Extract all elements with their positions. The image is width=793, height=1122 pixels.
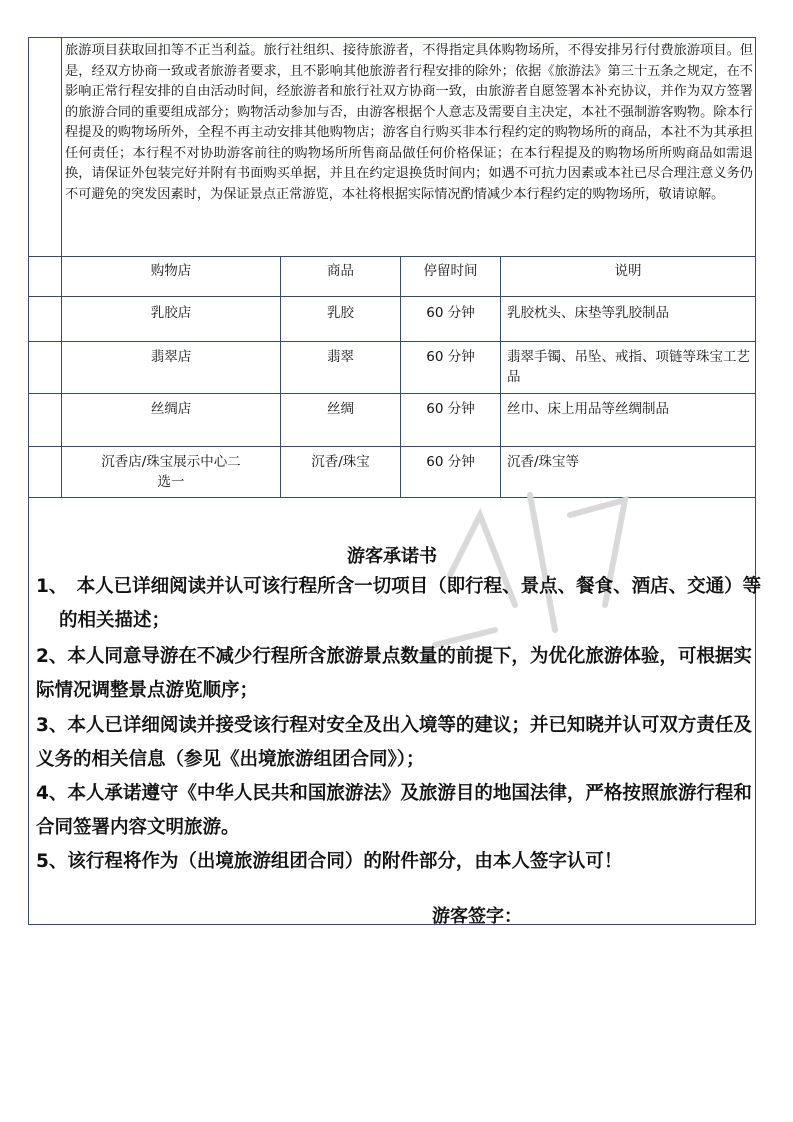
table-cell-shop: 丝绸店 (150, 401, 192, 417)
pledge-item: 3、本人已详细阅读并接受该行程对安全及出入境等的建议；并已知晓并认可双方责任及义务的相关信息（参见《出境旅游组团合同》）； (36, 715, 752, 770)
table-cell-time: 60 分钟 (426, 401, 475, 417)
table-cell-time: 60 分钟 (426, 305, 475, 321)
pledge-item: 4、本人承诺遵守《中华人民共和国旅游法》及旅游目的地国法律，严格按照旅游行程和合同签署内容文明旅游。 (36, 783, 752, 838)
table-cell-shop: 翡翠店 (150, 349, 192, 365)
table-cell-time: 60 分钟 (426, 454, 475, 470)
table-cell-desc: 翡翠手镯、吊坠、戒指、项链等珠宝工艺品 (507, 349, 750, 385)
table-line (28, 393, 756, 394)
pledge-title: 游客承诺书 (347, 546, 437, 567)
table-cell-goods: 丝绸 (327, 401, 354, 417)
pledge-item: 5、该行程将作为（出境旅游组团合同）的附件部分，由本人签字认可！ (36, 851, 623, 872)
table-cell-shop: 沉香店/珠宝展示中心二选一 (101, 454, 241, 490)
table-line (28, 296, 756, 297)
signature-label: 游客签字： (432, 906, 522, 927)
table-cell-goods: 沉香/珠宝 (311, 454, 370, 470)
table-cell-desc: 丝巾、床上用品等丝绸制品 (507, 401, 669, 417)
table-cell-desc: 沉香/珠宝等 (507, 454, 580, 470)
table-cell-shop: 乳胶店 (150, 305, 192, 321)
column-divider-desc (500, 256, 501, 498)
table-cell-time: 60 分钟 (426, 349, 475, 365)
table-line (28, 341, 756, 342)
table-line (28, 256, 756, 257)
header-desc: 说明 (614, 263, 642, 279)
header-goods: 商品 (327, 263, 354, 279)
table-cell-goods: 翡翠 (327, 349, 354, 365)
pledge-item: 2、本人同意导游在不减少行程所含旅游景点数量的前提下，为优化旅游体验，可根据实际情况调整景点游览顺序； (36, 646, 752, 701)
pledge-item: 1、 本人已详细阅读并认可该行程所含一切项目（即行程、景点、餐食、酒店、交通）等的相关描述； (36, 576, 762, 631)
header-time: 停留时间 (423, 263, 478, 279)
table-line (28, 497, 756, 498)
header-shop: 购物店 (150, 263, 192, 279)
table-cell-desc: 乳胶枕头、床垫等乳胶制品 (507, 305, 669, 321)
table-line (28, 446, 756, 447)
table-cell-goods: 乳胶 (327, 305, 354, 321)
shopping-policy-paragraph: 旅游项目获取回扣等不正当利益。旅行社组织、接待旅游者，不得指定具体购物场所，不得安排另行付费旅游项目。但是，经双方协商一致或者旅游者要求，且不影响其他旅游者行程安排的除外；依据《旅游法》第三十五条之规定，在不影响正常行程安排的自由活动时间，经旅游者和旅行社双方协商一致，由旅游者自愿签署本补充协议，并作为双方签署的旅游合同的重要组成部分；购物活动参加与否，由游客根据个人意志及需要自主决定，本社不强制游客购物。除本行程提及的购物场所外，全程不再主动安排其他购物店；游客自行购买非本行程约定的购物场所的商品，本社不为其承担任何责任；本行程不对协助游客前往的购物场所所售商品做任何价格保证；在本行程提及的购物场所所购商品如需退换，请保证外包装完好并附有书面购买单据，并且在约定退换货时间内；如遇不可抗力因素或本社已尽合理注意义务仍不可避免的突发因素时，为保证景点正常游览，本社将根据实际情况酌情减少本行程约定的购物场所，敬请谅解。 (65, 43, 753, 202)
